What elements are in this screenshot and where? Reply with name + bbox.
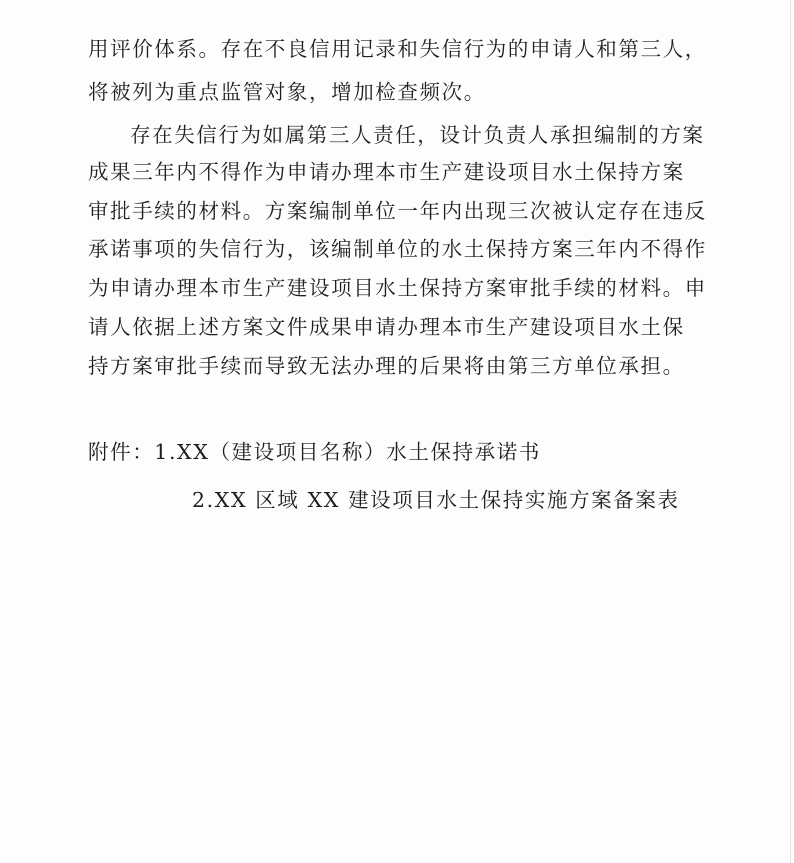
paragraph-line: 承诺事项的失信行为，该编制单位的水土保持方案三年内不得作: [88, 237, 707, 261]
attachment-item-1: 附件：1.XX（建设项目名称）水土保持承诺书: [88, 440, 541, 464]
paragraph-line: 存在失信行为如属第三人责任，设计负责人承担编制的方案: [130, 123, 705, 147]
paragraph-line: 成果三年内不得作为申请办理本市生产建设项目水土保持方案: [88, 160, 685, 184]
page-edge: [790, 0, 791, 863]
paragraph-line: 用评价体系。存在不良信用记录和失信行为的申请人和第三人，: [88, 37, 707, 61]
paragraph-line: 将被列为重点监管对象，增加检查频次。: [88, 80, 486, 104]
attachment-item-2: 2.XX 区域 XX 建设项目水土保持实施方案备案表: [192, 488, 680, 512]
paragraph-line: 审批手续的材料。方案编制单位一年内出现三次被认定存在违反: [88, 199, 707, 223]
paragraph-line: 为申请办理本市生产建设项目水土保持方案审批手续的材料。申: [88, 276, 707, 300]
paragraph-line: 持方案审批手续而导致无法办理的后果将由第三方单位承担。: [88, 354, 685, 378]
paragraph-line: 请人依据上述方案文件成果申请办理本市生产建设项目水土保: [88, 315, 685, 339]
